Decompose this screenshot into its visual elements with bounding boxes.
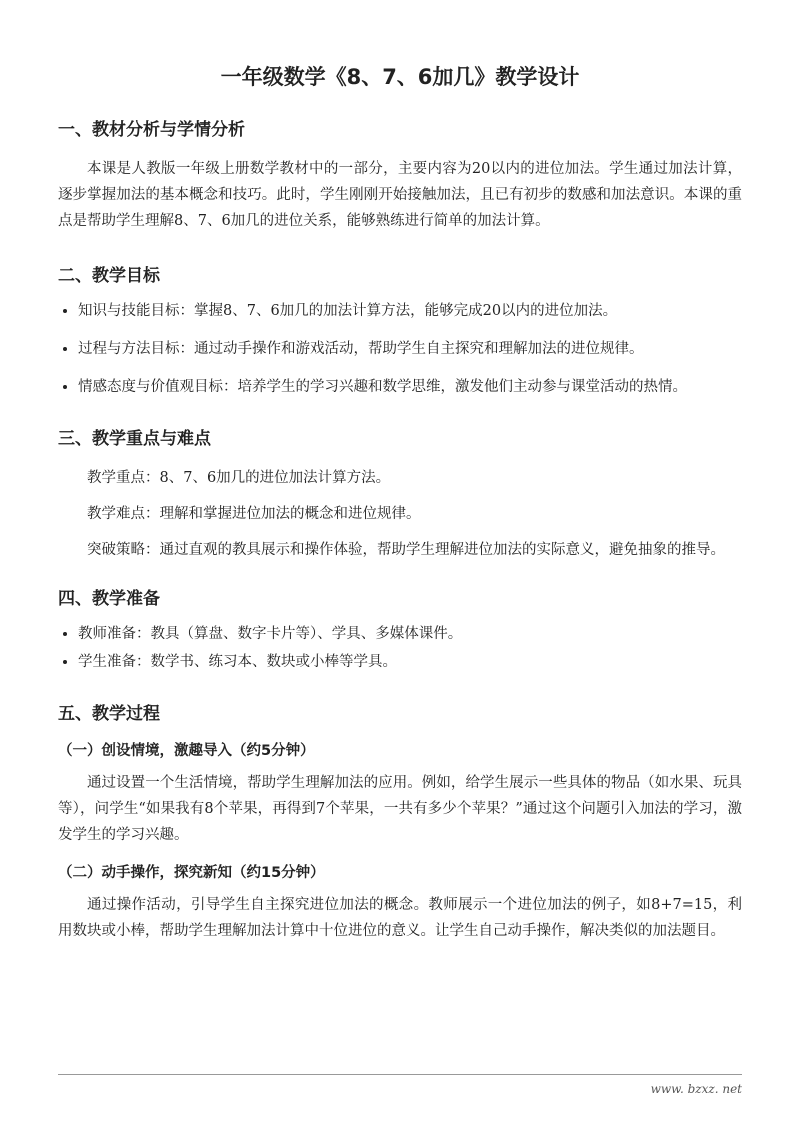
paragraph: 突破策略：通过直观的教具展示和操作体验，帮助学生理解进位加法的实际意义，避免抽象的推导。 (87, 542, 725, 558)
document-title: 一年级数学《8、7、6加几》教学设计 (220, 65, 580, 89)
section-heading: 三、教学重点与难点 (58, 429, 211, 449)
list-item: • 教师准备：教具（算盘、数字卡片等）、学具、多媒体课件。 (78, 625, 742, 644)
paragraph: 通过设置一个生活情境，帮助学生理解加法的应用。例如，给学生展示一些具体的物品（如水果、玩具等），问学生“如果我有8个苹果，再得到7个苹果，一共有多少个苹果？”通过这个问题引入加法的学习，激发学生的学习兴趣。 (58, 775, 742, 843)
footer-url: www. bzxz. net (650, 1082, 742, 1096)
section-heading: 四、教学准备 (58, 589, 160, 609)
list-item: • 知识与技能目标：掌握8、7、6加几的加法计算方法，能够完成20以内的进位加法。 (78, 302, 742, 321)
subsection-heading: （一）创设情境，激趣导入（约5分钟） (58, 743, 315, 759)
bullet-list (58, 625, 742, 672)
list-item: • 情感态度与价值观目标：培养学生的学习兴趣和数学思维，激发他们主动参与课堂活动的热情。 (78, 378, 742, 397)
footer-divider (58, 1074, 742, 1075)
section-heading: 二、教学目标 (58, 266, 160, 286)
subsection-heading: （二）动手操作，探究新知（约15分钟） (58, 865, 325, 881)
list-item: • 学生准备：数学书、练习本、数块或小棒等学具。 (78, 653, 742, 672)
paragraph: 教学重点：8、7、6加几的进位加法计算方法。 (87, 470, 391, 486)
watermark: bzxz.net (395, 975, 774, 1064)
section-heading: 一、教材分析与学情分析 (58, 120, 245, 140)
document-page (58, 0, 742, 954)
list-item: • 过程与方法目标：通过动手操作和游戏活动，帮助学生自主探究和理解加法的进位规律。 (78, 340, 742, 359)
paragraph: 教学难点：理解和掌握进位加法的概念和进位规律。 (87, 506, 421, 522)
paragraph: 通过操作活动，引导学生自主探究进位加法的概念。教师展示一个进位加法的例子，如8+7=15，利用数块或小棒，帮助学生理解加法计算中十位进位的意义。让学生自己动手操作，解决类似的加法题目。 (58, 897, 742, 939)
section-heading: 五、教学过程 (58, 704, 160, 724)
paragraph: 本课是人教版一年级上册数学教材中的一部分，主要内容为20以内的进位加法。学生通过加法计算，逐步掌握加法的基本概念和技巧。此时，学生刚刚开始接触加法，且已有初步的数感和加法意识。本课的重点是帮助学生理解8、7、6加几的进位关系，能够熟练进行简单的加法计算。 (58, 161, 742, 229)
bullet-list (58, 302, 742, 397)
